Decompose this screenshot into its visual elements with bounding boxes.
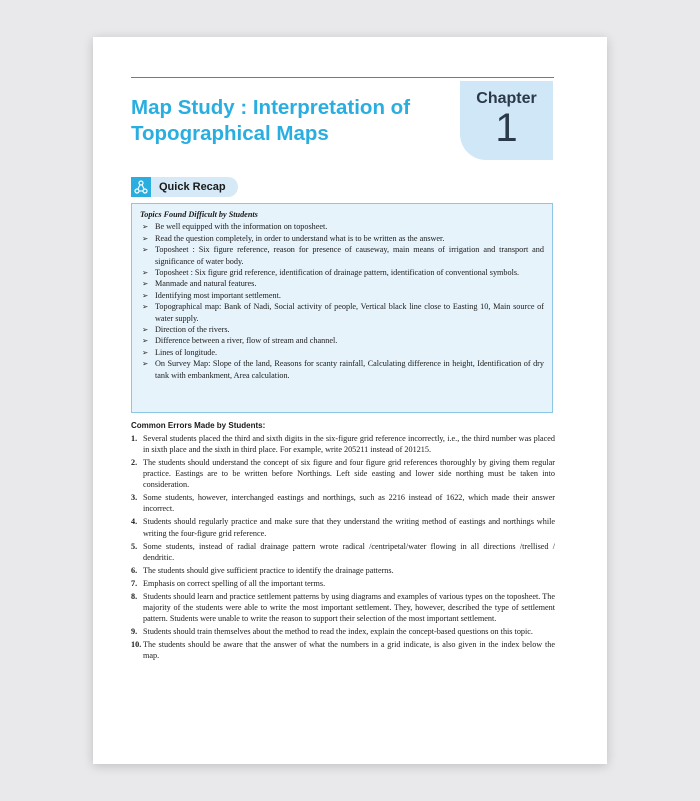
common-errors-section bbox=[131, 420, 555, 663]
topic-item: ➢ Identifying most important settlement. bbox=[142, 290, 544, 301]
error-item bbox=[131, 639, 555, 661]
topic-item: ➢ Read the question completely, in order to understand what is to be written as the answer. bbox=[142, 233, 544, 244]
topic-item: ➢ Toposheet : Six figure reference, reason for presence of causeway, main means of irrigation and transport and significance of water body. bbox=[142, 244, 544, 267]
error-item bbox=[131, 565, 555, 576]
quick-recap-label: Quick Recap bbox=[159, 181, 226, 193]
common-errors-heading: Common Errors Made by Students: bbox=[131, 421, 266, 430]
quick-recap-header bbox=[131, 177, 238, 197]
page-title-line-1: Map Study : Interpretation of bbox=[131, 96, 411, 119]
error-item bbox=[131, 541, 555, 563]
document-page bbox=[93, 37, 607, 764]
error-item bbox=[131, 516, 555, 538]
error-text: The students should give sufficient practice to identify the drainage patterns. bbox=[143, 565, 394, 575]
error-number: 10. bbox=[131, 639, 142, 649]
error-number: 5. bbox=[131, 541, 138, 551]
error-text: Students should learn and practice settlement patterns by using diagrams and examples of various types on the toposheet. The majority of the students were able to write the most important settlement. They, however, described the type of settlement pattern. Students were unable to write the reason to support their selection of the most important settlement. bbox=[143, 591, 555, 623]
topic-item: ➢ Difference between a river, flow of stream and channel. bbox=[142, 335, 544, 346]
chapter-badge bbox=[460, 81, 553, 160]
topic-item: ➢ Topographical map: Bank of Nadi, Social activity of people, Vertical black line close to Easting 10, Main source of water supply. bbox=[142, 301, 544, 324]
error-number: 3. bbox=[131, 493, 138, 503]
page-title-line-2: Topographical Maps bbox=[131, 122, 329, 145]
error-number: 4. bbox=[131, 517, 138, 527]
topics-box bbox=[131, 203, 553, 413]
chapter-label: Chapter bbox=[476, 90, 537, 107]
topic-item: ➢ Be well equipped with the information on toposheet. bbox=[142, 221, 544, 232]
topics-heading: Topics Found Difficult by Students bbox=[140, 210, 258, 219]
error-number: 1. bbox=[131, 434, 138, 444]
network-icon bbox=[131, 177, 151, 197]
error-text: Students should regularly practice and make sure that they understand the writing method of eastings and northings while writing the four-figure grid reference. bbox=[143, 517, 555, 538]
error-text: The students should understand the concept of six figure and four figure grid references thoroughly by giving them regular practice. Eastings are to be written before Northings. Left side easting and lower side northing must be taken into consideration. bbox=[143, 458, 555, 490]
chapter-number: 1 bbox=[495, 106, 518, 150]
error-text: Several students placed the third and sixth digits in the six-figure grid reference incorrectly, i.e., the third number was placed in sixth place and the sixth in third place. For example, write 205211 instead of 201215. bbox=[143, 434, 555, 455]
common-errors-list bbox=[131, 433, 555, 661]
topics-list bbox=[140, 221, 544, 381]
error-number: 7. bbox=[131, 578, 138, 588]
header-rule bbox=[131, 77, 554, 78]
error-item bbox=[131, 578, 555, 589]
error-number: 9. bbox=[131, 626, 138, 636]
page-title bbox=[131, 95, 451, 147]
error-item bbox=[131, 591, 555, 624]
error-text: Some students, however, interchanged eastings and northings, such as 2216 instead of 1622, which made their answer incorrect. bbox=[143, 493, 555, 514]
error-text: Some students, instead of radial drainage pattern wrote radical /centripetal/water flowing in all directions /trellised / dendritic. bbox=[143, 541, 555, 562]
topic-item: ➢ On Survey Map: Slope of the land, Reasons for scanty rainfall, Calculating difference in height, Identification of dry tank with embankment, Area calculation. bbox=[142, 358, 544, 381]
error-text: Emphasis on correct spelling of all the important terms. bbox=[143, 578, 326, 588]
error-item bbox=[131, 626, 555, 637]
error-number: 6. bbox=[131, 565, 138, 575]
error-item bbox=[131, 492, 555, 514]
topic-item: ➢ Direction of the rivers. bbox=[142, 324, 544, 335]
error-number: 2. bbox=[131, 458, 138, 468]
topic-item: ➢ Lines of longitude. bbox=[142, 347, 544, 358]
error-number: 8. bbox=[131, 591, 138, 601]
topic-item: ➢ Toposheet : Six figure grid reference, identification of drainage pattern, identification of conventional symbols. bbox=[142, 267, 544, 278]
error-item bbox=[131, 433, 555, 455]
error-text: The students should be aware that the answer of what the numbers in a grid indicate, is also given in the index below the map. bbox=[143, 639, 555, 660]
topic-item: ➢ Manmade and natural features. bbox=[142, 278, 544, 289]
error-text: Students should train themselves about the method to read the index, explain the concept-based questions on this topic. bbox=[143, 626, 533, 636]
error-item bbox=[131, 457, 555, 490]
